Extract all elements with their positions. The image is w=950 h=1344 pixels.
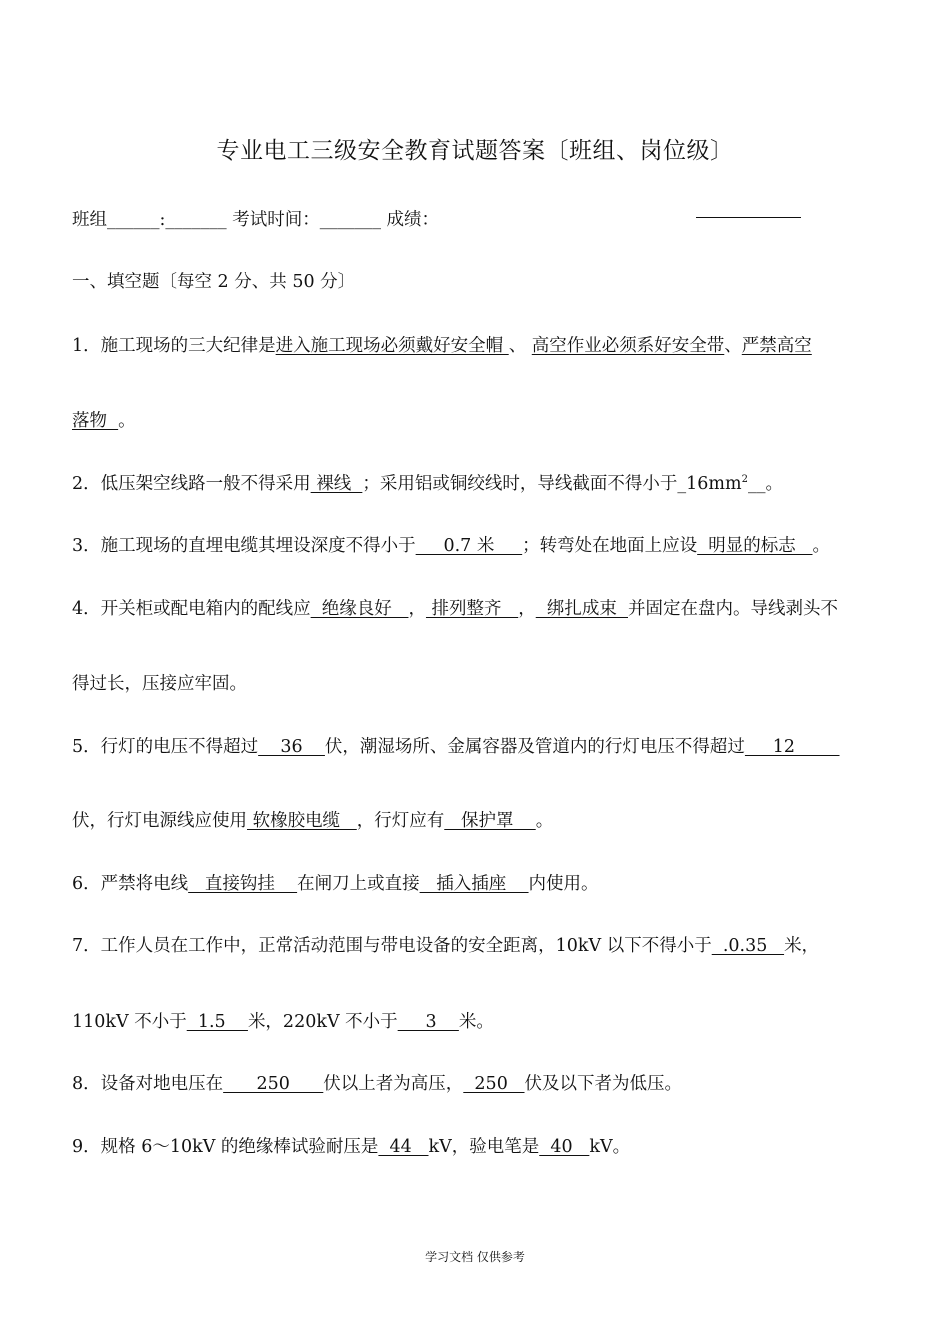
q9-answer-2: 40 [539,1137,590,1157]
q1-sep-2: 、 [724,336,742,356]
q8-text: 8．设备对地电压在 [72,1074,224,1094]
class-label: 班组 [72,210,107,230]
class-blank: ______ [107,210,160,230]
q2-superscript: 2 [741,474,748,486]
q7-answer-3: 3 [397,1012,459,1032]
question-5 [72,733,840,758]
q5-text-2: 伏，潮湿场所、金属容器及管道内的行灯电压不得超过 [324,737,745,757]
q7-end: 米。 [458,1012,494,1032]
q5-end: 。 [535,811,554,831]
q8-answer-2: 250 [463,1074,525,1094]
q6-text-2: 在闸刀上或直接 [297,874,420,894]
q1-text: 1．施工现场的三大纪律是 [72,336,276,356]
exam-time-blank: _______ [319,210,381,230]
question-8 [72,1070,682,1095]
exam-time-label: 考试时间： [226,210,320,230]
q2-end: 。 [765,474,783,494]
question-5-cont [72,807,553,832]
q5-answer-3: 软橡胶电缆 [247,811,357,831]
q1-answer-1: 进入施工现场必须戴好安全帽 [275,336,509,356]
question-4-cont: 得过长，压接应牢固。 [72,674,247,694]
q6-answer-2: 插入插座 [419,874,529,894]
q9-end: kV。 [589,1137,631,1157]
q3-end: 。 [812,536,830,556]
q6-text: 6．严禁将电线 [72,874,189,894]
q5-text-3: 伏，行灯电源线应使用 [72,811,247,831]
q4-text-2: 并固定在盘内。导线剥头不 [628,599,838,619]
q7-text: 7．工作人员在工作中，正常活动范围与带电设备的安全距离，10kV 以下不得小于 [72,936,712,956]
q3-text-2: ；转弯处在地面上应设 [522,536,698,556]
q5-text-4: ，行灯应有 [356,811,445,831]
q5-answer-4: 保护罩 [444,811,536,831]
section-title: 一、填空题〔每空 2 分、共 50 分〕 [72,272,356,292]
q8-end: 伏及以下者为低压。 [524,1074,683,1094]
q5-answer-1: 36 [258,737,325,757]
q4-sep-2: ， [518,599,536,619]
question-3 [72,532,830,557]
q1-end: 。 [118,411,136,431]
name-blank: _______ [165,210,227,230]
q6-answer-1: 直接钩挂 [188,874,298,894]
q1-sep-1: 、 [508,336,532,356]
q8-answer-1: 250 [223,1074,324,1094]
q3-answer-2: 明显的标志 [697,536,813,556]
q2-answer-2-tail: __ [747,474,766,494]
question-1-cont [72,407,136,432]
question-6 [72,870,599,895]
q3-text: 3．施工现场的直埋电缆其埋设深度不得小于 [72,536,416,556]
q7-unit: 米， [784,936,820,956]
q1-answer-2: 高空作业必须系好安全带 [531,336,725,356]
question-4 [72,595,838,620]
q7-text-3: 米，220kV 不小于 [247,1012,398,1032]
q2-text: 2．低压架空线路一般不得采用 [72,474,311,494]
q9-text-2: kV，验电笔是 [428,1137,540,1157]
question-7-cont [72,1008,494,1033]
score-label: 成绩： [380,210,440,230]
q5-text: 5．行灯的电压不得超过 [72,737,259,757]
q8-text-2: 伏以上者为高压， [323,1074,464,1094]
question-2 [72,470,783,495]
q2-text-2: ；采用铝或铜绞线时，导线截面不得小于 [362,474,678,494]
question-1 [72,332,812,357]
q4-sep-1: ， [408,599,426,619]
q7-text-2: 110kV 不小于 [72,1012,187,1032]
q3-answer-1: 0.7 米 [415,536,523,556]
page-footer: 学习文档 仅供参考 [425,1250,525,1264]
q9-text: 9．规格 6～10kV 的绝缘棒试验耐压是 [72,1137,379,1157]
header-info-line [72,206,439,231]
q4-answer-2: 排列整齐 [425,599,519,619]
question-9 [72,1133,630,1158]
question-7 [72,932,819,957]
q5-answer-2: 12 [744,737,840,757]
q4-answer-1: 绝缘良好 [310,599,409,619]
q2-answer-1: 裸线 [310,474,363,494]
q1-answer-3: 严禁高空 [741,336,812,356]
q4-text: 4．开关柜或配电箱内的配线应 [72,599,311,619]
q4-answer-3: 绑扎成束 [535,599,628,619]
score-blank-line [696,217,801,218]
q7-answer-2: 1.5 [186,1012,248,1032]
q9-answer-1: 44 [378,1137,429,1157]
q2-answer-2: _16mm [677,474,742,494]
colon: : [159,210,166,230]
page-title: 专业电工三级安全教育试题答案〔班组、岗位级〕 [216,138,734,164]
q1-answer-3-cont: 落物 [72,411,119,431]
q7-answer-1: .0.35 [711,936,785,956]
q6-end: 内使用。 [528,874,599,894]
